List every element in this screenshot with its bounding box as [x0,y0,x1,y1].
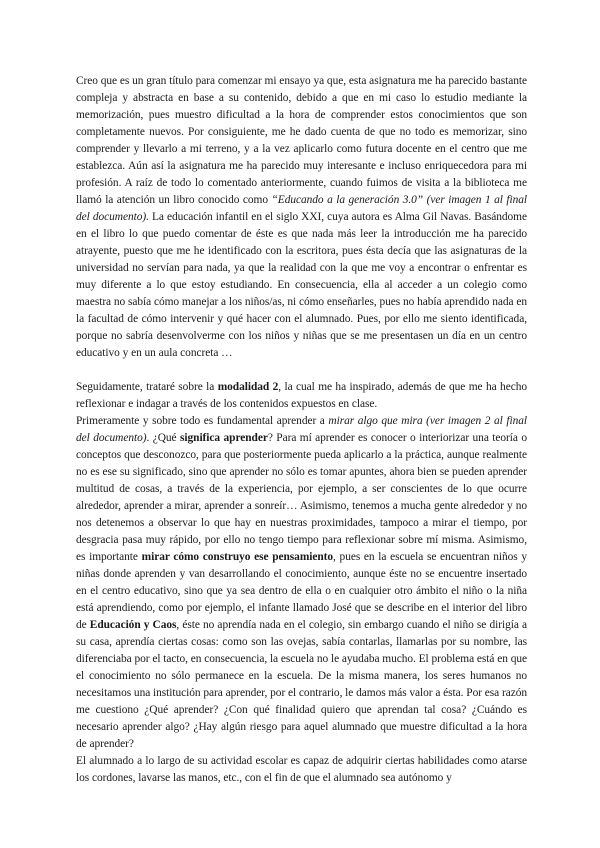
intro-text-continued: La educación infantil en el siglo XXI, cuya autora es Alma Gil Navas. Basándome en el libro lo que puedo comentar de éste es que nada más leer la introducción me ha parecido atrayente, puesto que me he identificado con la escritora, pues ésta decía que las asignaturas de la universidad no servían para nada, ya que la realidad con la que me voy a encontrar o enfrentar es muy diferente a lo que estoy estudiando. En consecuencia, ella al acceder a un colegio como maestra no sabía cómo manejar a los niños/as, ni cómo enseñarles, pues no había aprendido nada en la facultad de cómo intervenir y qué hacer con el alumnado. Pues, por ello me siento identificada, porque no sabría desenvolverme con los niños y niñas que se me presentasen un día en un centro educativo y en un aula concreta … [76,211,527,359]
aprender-text-2: . ¿Qué [146,432,181,444]
significa-aprender: significa aprender [180,432,268,444]
essay-body [76,73,527,787]
aprender-text-3: ? Para mí aprender es conocer o interiorizar una teoría o conceptos que desconozco, para que posteriormente pueda aplicarlo a la práctica, aunque realmente no es ese su significado, sino que aprender no sólo es tomar apuntes, ahora bien se pueden aprender multitud de cosas, a través de la experiencia, por ejemplo, a ser conscientes de lo que ocurre alrededor, aprender a mirar, aprender a sonreír… Asimismo, tenemos a mucha gente alrededor y no nos detenemos a observar lo que hay en nuestras proximidades, tampoco a mirar el tiempo, por desgracia pasa muy rápido, por ello no tengo tiempo para reflexionar sobre mí misma. Asimismo, es importante [76,432,528,563]
aprender-text-5: , éste no aprendía nada en el colegio, sin embargo cuando el niño se dirigía a su casa, aprendía ciertas cosas: como son las ovejas, sabía contarlas, llamarlas por su nombre, las diferenciaba por el tacto, en consecuencia, la escuela no le ayudaba mucho. El problema está en que el conocimiento no sólo permanece en la escuela. De la misma manera, los seres humanos no necesitamos una institución para aprender, por el contrario, le damos más valor a ésta. Por esa razón me cuestiono ¿Qué aprender? ¿Con qué finalidad quiero que aprendan tal cosa? ¿Cuándo es necesario aprender algo? ¿Hay algún riesgo para aquel alumnado que muestre dificultad a la hora de aprender? [76,619,527,750]
mirar-como-construyo: mirar cómo construyo ese pensamiento [141,551,334,563]
paragraph-modalidad [76,379,527,413]
book-reference: “Educando a la generación 3.0” (ver imagen 1 al final del documento). [76,194,527,223]
alumnado-text: El alumnado a lo largo de su actividad escolar es capaz de adquirir ciertas habilidades como atarse los cordones, lavarse las manos, etc., con el fin de que el alumnado sea autónomo y [76,755,527,784]
aprender-text-4: , pues en la escuela se encuentran niños y niñas donde aprenden y van desarrollando el conocimiento, aunque éste no se encuentre insertado en el centro educativo, sino que ya sea dentro de ella o en cualquier otro ámbito el niño o la niña está aprendiendo, como por ejemplo, el infante llamado José que se describe en el interior del libro de [76,551,527,631]
paragraph-aprender [76,413,527,753]
paragraph-intro [76,73,527,362]
modalidad-text-continued: , la cual me ha inspirado, además de que me ha hecho reflexionar e indagar a través de los contenidos expuestos en clase. [76,381,527,410]
paragraph-alumnado [76,753,527,787]
mirar-reference: mirar algo que mira (ver imagen 2 al final del documento) [76,415,527,444]
modalidad-text: Seguidamente, trataré sobre la [76,381,218,393]
modalidad-label: modalidad 2 [217,381,279,393]
aprender-text: Primeramente y sobre todo es fundamental aprender a [76,415,329,427]
book-title-educacion-y-caos: Educación y Caos [89,619,177,631]
intro-text: Creo que es un gran título para comenzar mi ensayo ya que, esta asignatura me ha parecido bastante compleja y abstracta en base a su contenido, debido a que en mi caso lo estudio mediante la memorización, pues muestro dificultad a la hora de comprender estos conocimientos que son completamente nuevos. Por consiguiente, me he dado cuenta de que no todo es memorizar, sino comprender y llevarlo a mi terreno, y a la vez aplicarlo como futura docente en el centro que me establezca. Aún así la asignatura me ha parecido muy interesante e incluso enriquecedora para mi profesión. A raíz de todo lo comentado anteriormente, cuando fuimos de visita a la biblioteca me llamó la atención un libro conocido como [76,75,527,206]
